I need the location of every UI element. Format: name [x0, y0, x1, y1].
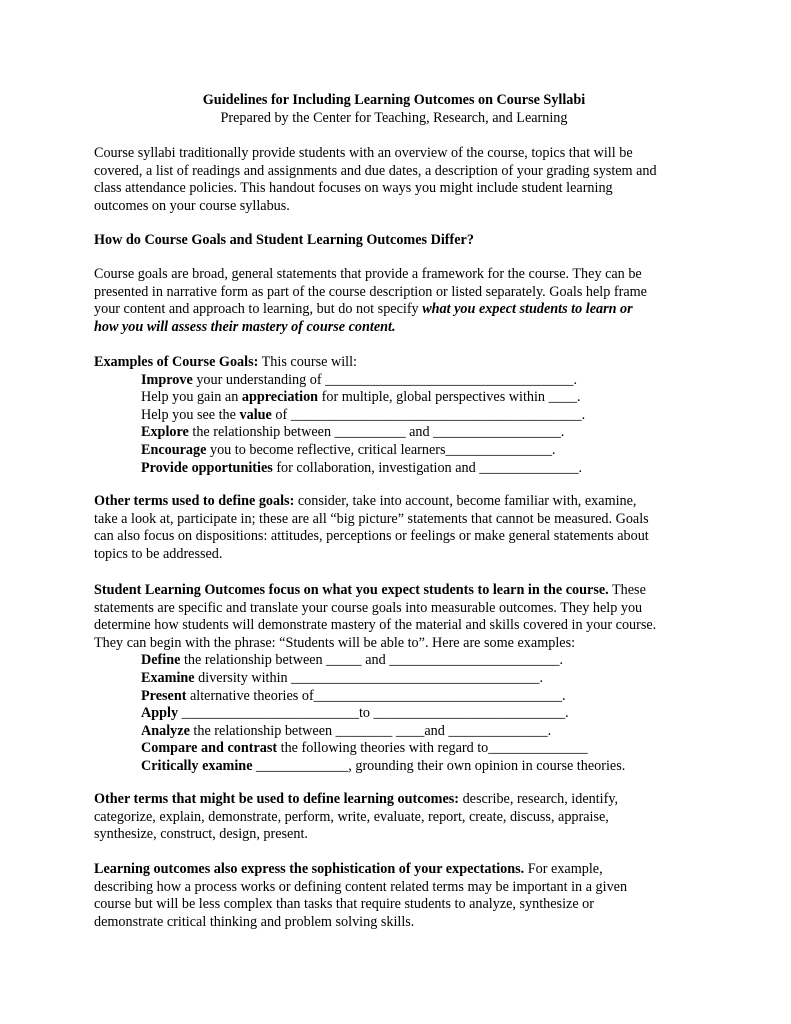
intro-line: class attendance policies. This handout focuses on ways you might include student learning [94, 180, 613, 197]
document-subtitle: Prepared by the Center for Teaching, Research, and Learning [220, 109, 568, 126]
intro-line: covered, a list of readings and assignments and due dates, a description of your grading system and [94, 162, 657, 179]
goal-item: Explore the relationship between __________ and __________________. [141, 424, 565, 441]
goals-definition-paragraph: Course goals are broad, general statements that provide a framework for the course. They can be presented in narrative form as part of the course description or listed separately. Goals help frame your content and approach to learning, but do not specify what you expect students to learn or how you will assess their mastery of course content. [94, 266, 647, 335]
goal-item: Help you see the value of _________________________________________. [141, 406, 586, 423]
goal-item: Improve your understanding of ___________________________________. [141, 371, 577, 388]
other-goal-terms-paragraph: Other terms used to define goals: consider, take into account, become familiar with, examine, take a look at, participate in; these are all “big picture” statements that cannot be measured. Goals can also focus on dispositions: attitudes, perceptions or feelings or make general statements about topics to be addressed. [94, 493, 649, 562]
emphasis-text: what you expect students to learn or [422, 301, 633, 318]
outcome-item: Critically examine _____________, grounding their own opinion in course theories. [141, 757, 626, 774]
section-heading-goals-vs-outcomes: How do Course Goals and Student Learning Outcomes Differ? [94, 232, 474, 248]
outcome-item: Apply _________________________to ___________________________. [141, 705, 569, 722]
outcome-item: Analyze the relationship between ________ ____and ______________. [141, 722, 552, 739]
outcome-item: Compare and contrast the following theories with regard to______________ [141, 740, 588, 757]
learning-outcomes-paragraph: Student Learning Outcomes focus on what you expect students to learn in the course. These statements are specific and translate your course goals into measurable outcomes. They help you determine how students will demonstrate mastery of the material and skills covered in your course. They can begin with the phrase: “Students will be able to”. Here are some examples: Define the relationship between _____ and ________________________. Examine diversity within ___________________________________. Present alternative theories of___________________________________. Apply _________________________to ___________________________. Analyze the relationship between ________ ____and ______________. Compare and contrast the following theories with regard to______________ Critically examine _____________, grounding their own opinion in course theories. [94, 582, 694, 776]
goal-item: Help you gain an appreciation for multiple, global perspectives within ____. [141, 389, 581, 406]
intro-line: Course syllabi traditionally provide students with an overview of the course, topics that will be [94, 145, 633, 161]
outcome-item: Examine diversity within ___________________________________. [141, 669, 543, 686]
other-outcome-terms-paragraph: Other terms that might be used to define learning outcomes: describe, research, identify, categorize, explain, demonstrate, perform, write, evaluate, report, create, discuss, appraise, synthesize, construct, design, present. [94, 791, 619, 843]
course-goals-examples [94, 354, 694, 477]
outcome-item: Define the relationship between _____ and ________________________. [141, 652, 564, 669]
course-goals-heading: Examples of Course Goals: This course will: [94, 354, 357, 370]
sophistication-paragraph: Learning outcomes also express the sophistication of your expectations. For example, describing how a process works or defining content related terms may be important in a given course but will be less complex than tasks that require students to analyze, synthesize or demonstrate critical thinking and problem solving skills. [94, 861, 628, 930]
emphasis-text: how you will assess their mastery of course content. [94, 318, 396, 335]
outcome-item: Present alternative theories of___________________________________. [141, 687, 566, 704]
document-title: Guidelines for Including Learning Outcomes on Course Syllabi [202, 92, 586, 108]
intro-line: outcomes on your course syllabus. [94, 197, 290, 214]
document-header [94, 92, 694, 127]
goal-item: Encourage you to become reflective, critical learners_______________. [141, 441, 556, 458]
intro-paragraph [94, 145, 694, 215]
goal-item: Provide opportunities for collaboration, investigation and ______________. [141, 459, 583, 476]
